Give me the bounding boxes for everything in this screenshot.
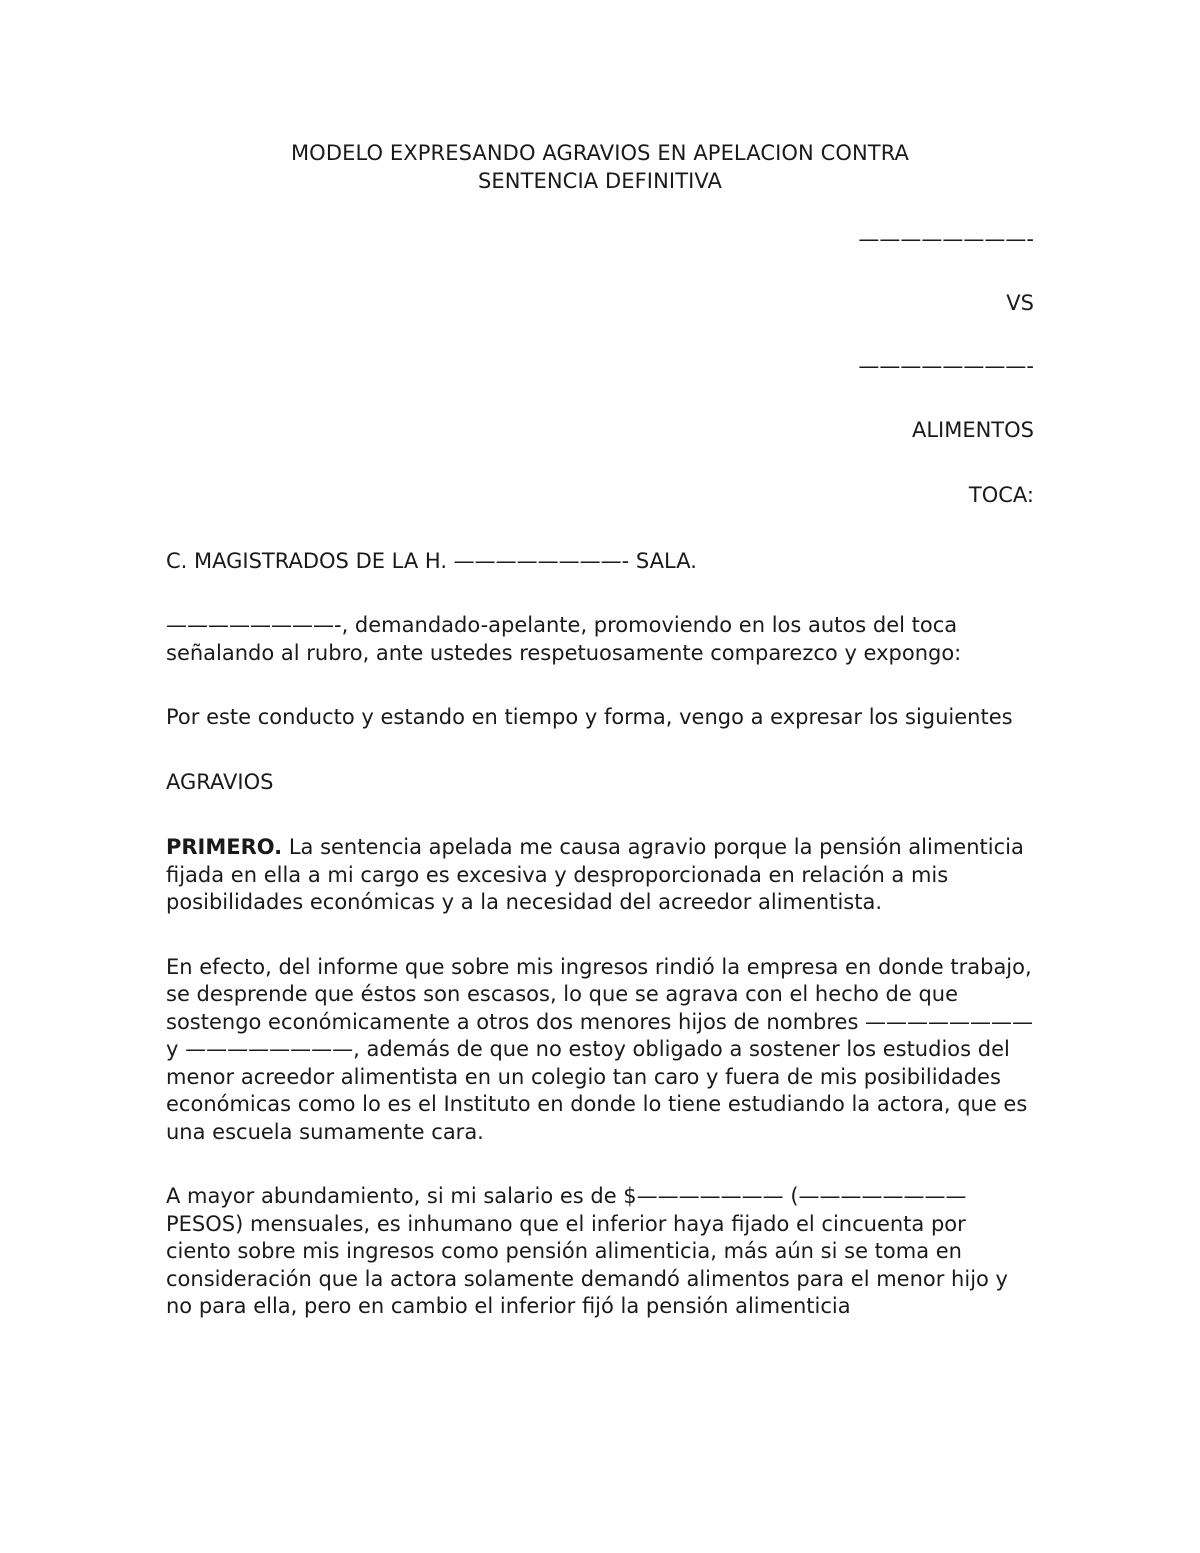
subject-label: ALIMENTOS (911, 417, 1034, 442)
document-page (166, 140, 1034, 1358)
versus-label: VS (1006, 290, 1034, 315)
purpose-paragraph: Por este conducto y estando en tiempo y forma, vengo a expresar los siguientes (166, 705, 1013, 729)
party-two: ————————- (858, 354, 1034, 378)
agravios-heading: AGRAVIOS (166, 769, 274, 794)
party-one: ————————- (858, 227, 1034, 251)
addressee: C. MAGISTRADOS DE LA H. ————————- SALA. (166, 548, 697, 573)
intro-paragraph: ————————-, demandado-apelante, promoviendo en los autos del toca señalando al rubro, ante ustedes respetuosamente comparezco y expongo: (166, 613, 962, 665)
abundamiento-paragraph: A mayor abundamiento, si mi salario es de $——————— (———————— PESOS) mensuales, es inhumano que el inferior haya fijado el cincuenta por ciento sobre mis ingresos como pensión alimenticia, más aún si se toma en consideración que la actora solamente demandó alimentos para el menor hijo y no para ella, pero en cambio el inferior fijó la pensión alimenticia (166, 1184, 1008, 1318)
title-line-2: SENTENCIA DEFINITIVA (477, 168, 723, 193)
document-title (166, 140, 1034, 195)
primero-label: PRIMERO. (166, 835, 283, 859)
primero-paragraph (166, 834, 1034, 917)
title-line-1: MODELO EXPRESANDO AGRAVIOS EN APELACION CONTRA (290, 141, 910, 165)
toca-label: TOCA: (968, 483, 1034, 507)
efecto-paragraph: En efecto, del informe que sobre mis ingresos rindió la empresa en donde trabajo, se desprende que éstos son escasos, lo que se agrava con el hecho de que sostengo económicamente a otros dos menores hijos de nombres ———————— y ————————, además de que no estoy obligado a sostener los estudios del menor acreedor alimentista en un colegio tan caro y fuera de mis posibilidades económicas como lo es el Instituto en donde lo tiene estudiando la actora, que es una escuela sumamente cara. (166, 954, 1034, 1144)
primero-text: La sentencia apelada me causa agravio porque la pensión alimenticia fijada en ella a mi cargo es excesiva y desproporcionada en relación a mis posibilidades económicas y a la necesidad del acreedor alimentista. (166, 835, 1024, 914)
